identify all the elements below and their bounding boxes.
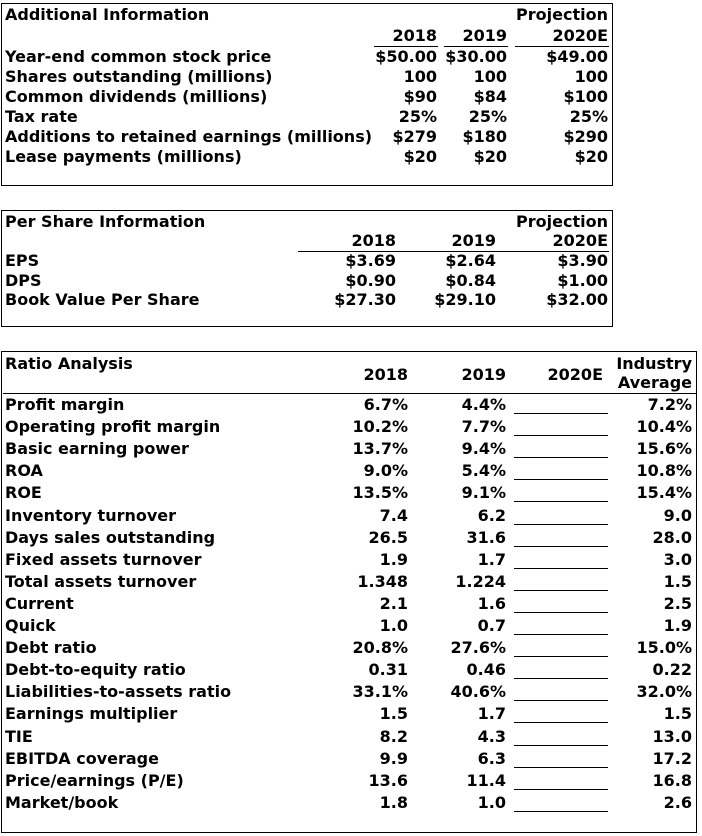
value-2018: 0.31 bbox=[368, 660, 408, 680]
ratio-row-label: Quick bbox=[5, 616, 56, 635]
ratio-row-label: TIE bbox=[5, 726, 33, 746]
row-label: Lease payments (millions) bbox=[5, 147, 242, 166]
value-2018: 26.5 bbox=[368, 527, 408, 547]
value-2019: 11.4 bbox=[466, 770, 506, 790]
ratio-row-label: Price/earnings (P/E) bbox=[5, 770, 184, 790]
value-2018: $27.30 bbox=[334, 290, 396, 309]
industry-average: 13.0 bbox=[652, 726, 692, 746]
value-2019: 6.3 bbox=[477, 748, 506, 768]
industry-average: 9.0 bbox=[663, 505, 692, 525]
per-share-title: Per Share Information bbox=[5, 212, 206, 231]
value-2018: $3.69 bbox=[345, 251, 396, 270]
value-2019: 7.7% bbox=[461, 417, 506, 437]
value-2019: 1.6 bbox=[477, 593, 506, 613]
value-2019: $29.10 bbox=[434, 290, 496, 309]
ratio-row-label: ROE bbox=[5, 483, 42, 503]
ratio-row-label: Fixed assets turnover bbox=[5, 549, 202, 569]
value-2019: $180 bbox=[462, 127, 507, 146]
value-2019: 40.6% bbox=[450, 682, 506, 702]
value-2018: 13.6 bbox=[368, 770, 408, 790]
row-label: DPS bbox=[5, 270, 42, 290]
blank-2020e-line bbox=[514, 722, 608, 723]
blank-2020e-line bbox=[514, 789, 608, 790]
col-2018: 2018 bbox=[363, 365, 408, 384]
projection-label: Projection bbox=[516, 5, 608, 24]
value-2020e: $20 bbox=[574, 147, 608, 166]
ratio-row-label: Earnings multiplier bbox=[5, 704, 178, 724]
value-2019: 0.46 bbox=[466, 660, 506, 680]
blank-2020e-line bbox=[514, 457, 608, 458]
value-2019: 0.7 bbox=[477, 616, 506, 635]
value-2018: 8.2 bbox=[379, 726, 408, 746]
blank-2020e-line bbox=[514, 435, 608, 436]
value-2019: $20 bbox=[473, 147, 507, 166]
value-2018: $0.90 bbox=[345, 270, 396, 290]
value-2018: 7.4 bbox=[379, 505, 408, 525]
row-label: Common dividends (millions) bbox=[5, 87, 268, 106]
year-2019: 2019 bbox=[451, 231, 496, 250]
additional-info-title: Additional Information bbox=[5, 5, 210, 24]
blank-2020e-line bbox=[514, 568, 608, 569]
value-2019: $30.00 bbox=[445, 47, 507, 66]
value-2018: 25% bbox=[398, 107, 437, 126]
industry-average: 10.8% bbox=[636, 461, 692, 481]
blank-2020e-line bbox=[514, 546, 608, 547]
blank-2020e-line bbox=[514, 612, 608, 613]
ratio-row-label: EBITDA coverage bbox=[5, 748, 159, 768]
value-2019: $84 bbox=[473, 87, 507, 106]
value-2020e: $49.00 bbox=[546, 47, 608, 66]
ratio-row-label: Market/book bbox=[5, 792, 119, 812]
header-underline bbox=[3, 393, 696, 394]
value-2019: 31.6 bbox=[466, 527, 506, 547]
blank-2020e-line bbox=[514, 745, 608, 746]
value-2020e: $3.90 bbox=[557, 251, 608, 270]
industry-average: 0.22 bbox=[652, 660, 692, 680]
value-2018: 1.5 bbox=[379, 704, 408, 724]
ratio-analysis-title: Ratio Analysis bbox=[5, 354, 133, 373]
value-2018: $20 bbox=[403, 147, 437, 166]
value-2019: 1.224 bbox=[455, 571, 506, 591]
industry-average: 16.8 bbox=[652, 770, 692, 790]
value-2020e: 100 bbox=[574, 67, 608, 86]
value-2018: 1.0 bbox=[379, 616, 408, 635]
industry-average: 15.4% bbox=[636, 483, 692, 503]
value-2018: 9.9 bbox=[379, 748, 408, 768]
value-2020e: $1.00 bbox=[557, 270, 608, 290]
value-2019: 4.3 bbox=[477, 726, 506, 746]
ratio-row-label: Profit margin bbox=[5, 395, 125, 414]
row-label: EPS bbox=[5, 251, 40, 270]
blank-2020e-line bbox=[514, 479, 608, 480]
blank-2020e-line bbox=[514, 700, 608, 701]
value-2020e: 25% bbox=[569, 107, 608, 126]
value-2018: 13.5% bbox=[352, 483, 408, 503]
ratio-row-label: Debt-to-equity ratio bbox=[5, 660, 186, 680]
year-2018: 2018 bbox=[392, 26, 437, 45]
ratio-row-label: Operating profit margin bbox=[5, 417, 221, 437]
col-2020e: 2020E bbox=[547, 365, 603, 384]
value-2019: 25% bbox=[468, 107, 507, 126]
industry-average: 10.4% bbox=[636, 417, 692, 437]
industry-average: 1.9 bbox=[663, 616, 692, 635]
blank-2020e-line bbox=[514, 811, 608, 812]
projection-label: Projection bbox=[516, 212, 608, 231]
industry-average: 32.0% bbox=[636, 682, 692, 702]
industry-average: 1.5 bbox=[663, 571, 692, 591]
year-2018: 2018 bbox=[351, 231, 396, 250]
industry-average: 15.6% bbox=[636, 439, 692, 459]
value-2018: 2.1 bbox=[379, 593, 408, 613]
blank-2020e-line bbox=[514, 413, 608, 414]
value-2018: 20.8% bbox=[352, 638, 408, 658]
ratio-row-label: ROA bbox=[5, 461, 43, 481]
blank-2020e-line bbox=[514, 524, 608, 525]
ratio-row-label: Days sales outstanding bbox=[5, 527, 216, 547]
industry-average: 7.2% bbox=[647, 395, 692, 414]
col-2019: 2019 bbox=[461, 365, 506, 384]
value-2019: 1.0 bbox=[477, 792, 506, 812]
value-2018: 13.7% bbox=[352, 439, 408, 459]
value-2018: $279 bbox=[392, 127, 437, 146]
value-2018: 1.8 bbox=[379, 792, 408, 812]
value-2018: $90 bbox=[403, 87, 437, 106]
industry-average: 1.5 bbox=[663, 704, 692, 724]
value-2020e: $32.00 bbox=[546, 290, 608, 309]
value-2018: 6.7% bbox=[363, 395, 408, 414]
value-2019: 1.7 bbox=[477, 549, 506, 569]
industry-average: 2.5 bbox=[663, 593, 692, 613]
row-label: Tax rate bbox=[5, 107, 78, 126]
year-2020e: 2020E bbox=[552, 26, 608, 45]
industry-label-line1: Industry bbox=[616, 354, 692, 373]
value-2019: 1.7 bbox=[477, 704, 506, 724]
year-2020e: 2020E bbox=[552, 231, 608, 250]
value-2018: 1.348 bbox=[357, 571, 408, 591]
row-label: Shares outstanding (millions) bbox=[5, 67, 273, 86]
value-2019: 9.4% bbox=[461, 439, 506, 459]
ratio-row-label: Liabilities-to-assets ratio bbox=[5, 682, 232, 702]
value-2019: 100 bbox=[473, 67, 507, 86]
blank-2020e-line bbox=[514, 590, 608, 591]
industry-average: 17.2 bbox=[652, 748, 692, 768]
value-2019: 27.6% bbox=[450, 638, 506, 658]
row-label: Book Value Per Share bbox=[5, 290, 200, 309]
ratio-row-label: Debt ratio bbox=[5, 638, 97, 658]
row-label: Year-end common stock price bbox=[5, 47, 272, 66]
value-2018: $50.00 bbox=[375, 47, 437, 66]
value-2018: 33.1% bbox=[352, 682, 408, 702]
industry-average: 3.0 bbox=[663, 549, 692, 569]
blank-2020e-line bbox=[514, 634, 608, 635]
value-2019: 9.1% bbox=[461, 483, 506, 503]
industry-average: 2.6 bbox=[663, 792, 692, 812]
value-2019: $0.84 bbox=[445, 270, 496, 290]
value-2019: 4.4% bbox=[461, 395, 506, 414]
blank-2020e-line bbox=[514, 767, 608, 768]
value-2019: $2.64 bbox=[445, 251, 496, 270]
ratio-row-label: Inventory turnover bbox=[5, 505, 177, 525]
industry-label-line2: Average bbox=[617, 373, 692, 392]
value-2018: 100 bbox=[403, 67, 437, 86]
ratio-row-label: Basic earning power bbox=[5, 439, 189, 459]
row-label: Additions to retained earnings (millions) bbox=[5, 127, 373, 146]
blank-2020e-line bbox=[514, 656, 608, 657]
industry-average: 28.0 bbox=[652, 527, 692, 547]
value-2019: 5.4% bbox=[461, 461, 506, 481]
year-2019: 2019 bbox=[462, 26, 507, 45]
value-2020e: $290 bbox=[563, 127, 608, 146]
value-2018: 9.0% bbox=[363, 461, 408, 481]
blank-2020e-line bbox=[514, 678, 608, 679]
value-2018: 1.9 bbox=[379, 549, 408, 569]
ratio-row-label: Total assets turnover bbox=[5, 571, 197, 591]
blank-2020e-line bbox=[514, 501, 608, 502]
value-2018: 10.2% bbox=[352, 417, 408, 437]
industry-average: 15.0% bbox=[636, 638, 692, 658]
ratio-row-label: Current bbox=[5, 593, 74, 613]
value-2020e: $100 bbox=[563, 87, 608, 106]
value-2019: 6.2 bbox=[477, 505, 506, 525]
